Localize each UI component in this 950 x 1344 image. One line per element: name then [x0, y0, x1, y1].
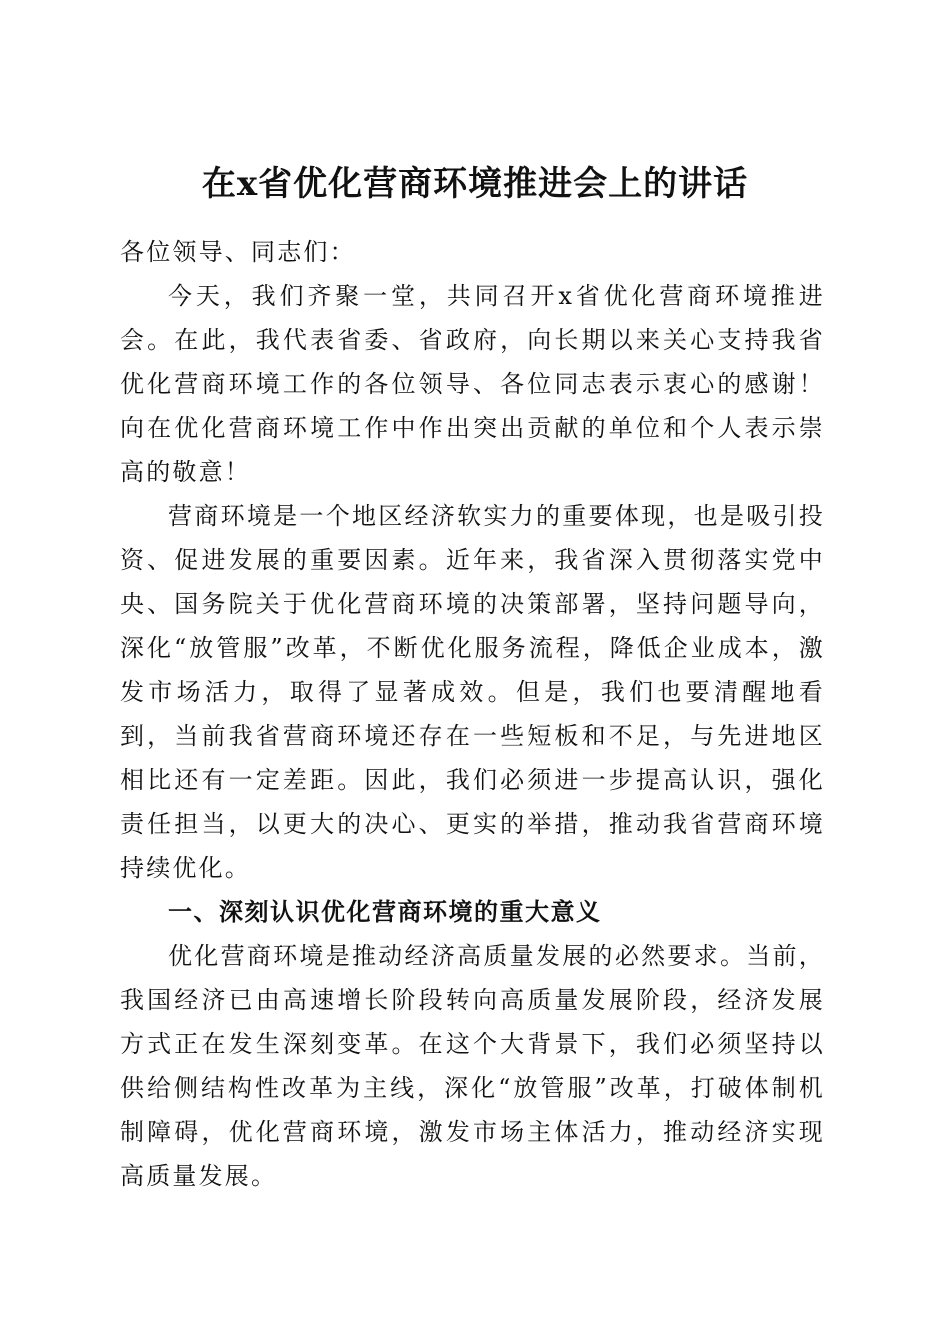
document-body — [120, 230, 825, 1198]
section-heading: 一、深刻认识优化营商环境的重大意义 — [168, 898, 602, 926]
salutation: 各位领导、同志们： — [120, 238, 356, 266]
document-title: 在x省优化营商环境推进会上的讲话 — [201, 163, 749, 204]
paragraph-section-one: 优化营商环境是推动经济高质量发展的必然要求。当前，我国经济已由高速增长阶段转向高质量发展阶段，经济发展方式正在发生深刻变革。在这个大背景下，我们必须坚持以供给侧结构性改革为主线，深化“放管服”改革，打破体制机制障碍，优化营商环境，激发市场主体活力，推动经济实现高质量发展。 — [120, 942, 825, 1190]
paragraph-business-environment: 营商环境是一个地区经济软实力的重要体现，也是吸引投资、促进发展的重要因素。近年来，我省深入贯彻落实党中央、国务院关于优化营商环境的决策部署，坚持问题导向，深化“放管服”改革，不断优化服务流程，降低企业成本，激发市场活力，取得了显著成效。但是，我们也要清醒地看到，当前我省营商环境还存在一些短板和不足，与先进地区相比还有一定差距。因此，我们必须进一步提高认识，强化责任担当，以更大的决心、更实的举措，推动我省营商环境持续优化。 — [120, 502, 825, 882]
paragraph-opening: 今天，我们齐聚一堂，共同召开x省优化营商环境推进会。在此，我代表省委、省政府，向长期以来关心支持我省优化营商环境工作的各位领导、各位同志表示衷心的感谢！向在优化营商环境工作中作出突出贡献的单位和个人表示崇高的敬意！ — [120, 282, 825, 486]
